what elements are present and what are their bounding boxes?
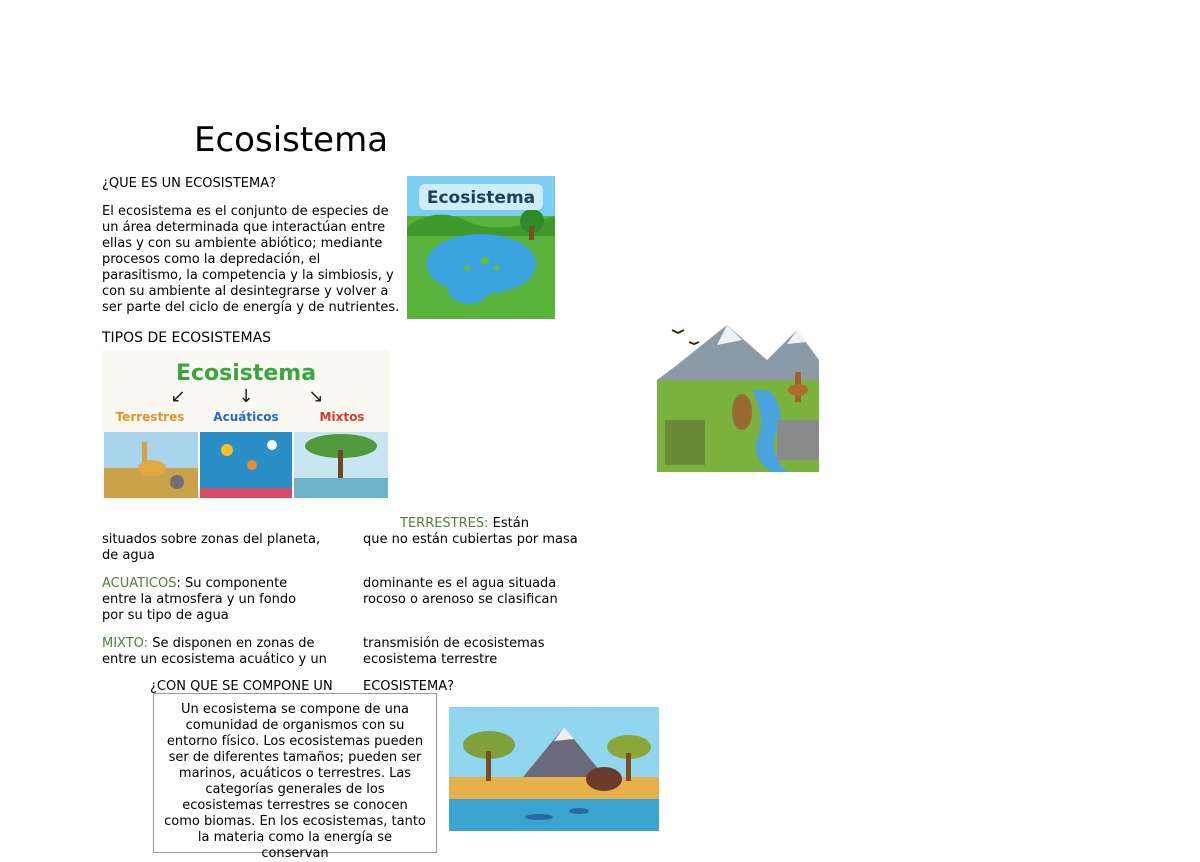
category-terrestres: Terrestres xyxy=(115,410,185,424)
mixto-right-col xyxy=(363,636,545,668)
terrestres-right-col xyxy=(363,532,578,548)
acuaticos-left-line-2: entre la atmosfera y un fondo xyxy=(102,592,297,607)
landscape-ecosystem-image xyxy=(449,707,659,831)
terrestres-text-1: Están xyxy=(492,516,529,531)
terrestres-right-line-1: que no están cubiertas por masa xyxy=(363,532,578,547)
acuaticos-text-1: : Su componente xyxy=(176,576,288,591)
question-compose-left: ¿CON QUE SE COMPONE UN xyxy=(150,679,333,694)
definition-paragraph: El ecosistema es el conjunto de especies de un área determinada que interactúan entre ellas y con su ambiente abiótico; mediante procesos como la depredación, el parasitismo, la competencia y la simbiosis, y con su ambiente al desintegrarse y volver a ser parte del ciclo de energía y de nutrientes. xyxy=(102,204,400,315)
pond-ecosystem-image xyxy=(407,176,555,319)
acuaticos-right-col xyxy=(363,576,558,608)
terrestres-title-line xyxy=(400,516,529,532)
acuaticos-left-col xyxy=(102,576,296,624)
mixto-right-line-2: ecosistema terrestre xyxy=(363,652,498,667)
mixto-title-line xyxy=(102,636,327,652)
acuaticos-right-line-1: dominante es el agua situada xyxy=(363,576,557,591)
acuaticos-title-line xyxy=(102,576,296,592)
mixto-text-1: Se disponen en zonas de xyxy=(148,636,315,651)
compose-text-box xyxy=(153,693,437,861)
page-title: Ecosistema xyxy=(194,120,389,160)
acuaticos-left-line-3: por su tipo de agua xyxy=(102,608,229,623)
terrestres-left-line-2: de agua xyxy=(102,548,155,563)
mixto-left-col xyxy=(102,636,327,668)
types-image-title: Ecosistema xyxy=(175,361,317,386)
mixto-right-line-1: transmisión de ecosistemas xyxy=(363,636,545,651)
acuaticos-label: ACUATICOS xyxy=(102,576,177,591)
question-compose-right: ECOSISTEMA? xyxy=(363,679,455,694)
mixto-label: MIXTO: xyxy=(102,636,149,651)
category-mixtos: Mixtos xyxy=(319,410,365,424)
category-acuaticos: Acuáticos xyxy=(213,410,279,424)
terrestres-left-col xyxy=(102,532,320,564)
arrow-down-icon: ↓ xyxy=(238,386,254,407)
terrestres-label: TERRESTRES: xyxy=(400,516,489,531)
types-heading: TIPOS DE ECOSISTEMAS xyxy=(102,330,272,346)
ecosystem-types-image xyxy=(102,350,390,500)
arrow-right-icon: ↘ xyxy=(308,386,324,407)
mountain-ecosystem-image xyxy=(657,320,819,472)
terrestres-left-line-1: situados sobre zonas del planeta, xyxy=(102,532,321,547)
pond-image-label: Ecosistema xyxy=(426,188,536,208)
arrow-left-icon: ↙ xyxy=(170,386,186,407)
mixto-left-line-2: entre un ecosistema acuático y un xyxy=(102,652,327,667)
question-what-is: ¿QUE ES UN ECOSISTEMA? xyxy=(102,176,276,191)
acuaticos-right-line-2: rocoso o arenoso se clasifican xyxy=(363,592,558,607)
compose-text: Un ecosistema se compone de una comunidad de organismos con su entorno físico. Los ecosistemas pueden ser de diferentes tamaños; pueden ser marinos, acuáticos o terrestres. Las categorías generales de los ecosistemas terrestres se conocen como biomas. En los ecosistemas, tanto la materia como la energía se conservan xyxy=(164,702,426,861)
